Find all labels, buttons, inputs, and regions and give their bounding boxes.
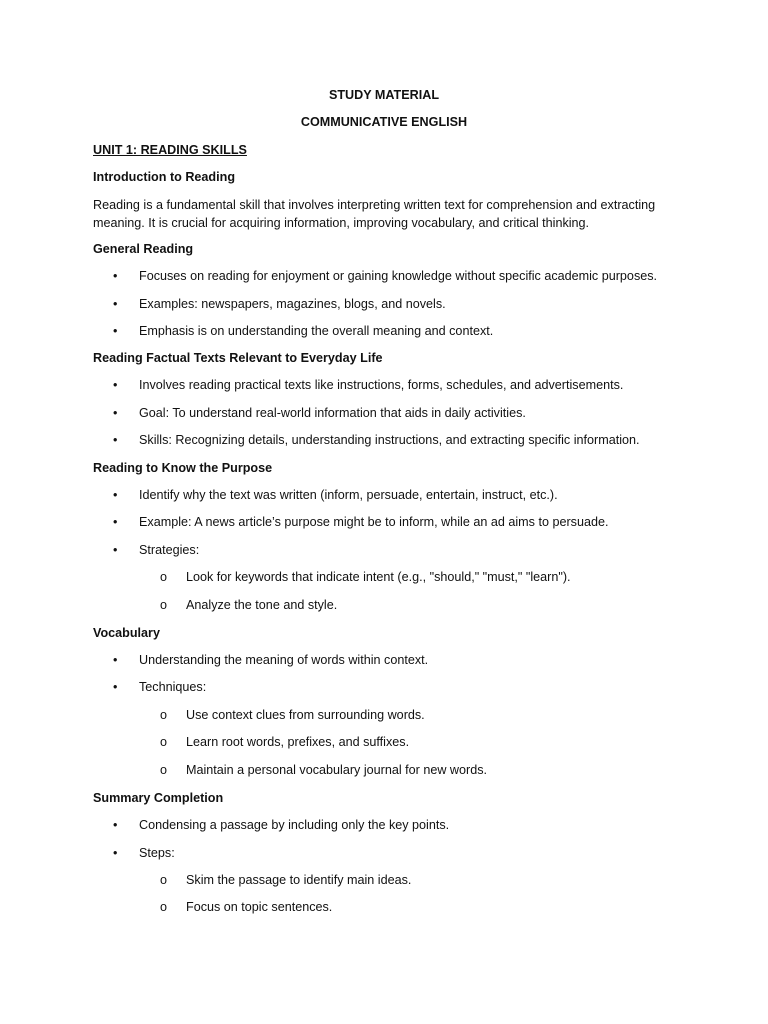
sub-list-item-text: Learn root words, prefixes, and suffixes. bbox=[186, 735, 410, 749]
list-item-text: Focuses on reading for enjoyment or gaining knowledge without specific academic purposes. bbox=[139, 269, 658, 283]
sub-bullet-icon: o bbox=[160, 763, 168, 777]
document-title: STUDY MATERIAL bbox=[328, 88, 440, 102]
list-item bbox=[113, 680, 206, 694]
section-heading-purpose: Reading to Know the Purpose bbox=[93, 461, 273, 475]
list-item-text: Goal: To understand real-world information that aids in daily activities. bbox=[139, 406, 526, 420]
section-heading-vocabulary: Vocabulary bbox=[93, 626, 160, 640]
intro-heading: Introduction to Reading bbox=[93, 170, 236, 184]
list-item bbox=[113, 818, 449, 832]
list-item-text: Emphasis is on understanding the overall meaning and context. bbox=[139, 324, 494, 338]
bullet-icon: • bbox=[113, 378, 118, 392]
list-item-text: Techniques: bbox=[139, 680, 207, 694]
sub-list-item-text: Look for keywords that indicate intent (e.g., "should," "must," "learn"). bbox=[186, 570, 571, 584]
bullet-icon: • bbox=[113, 433, 118, 447]
list-item-text: Steps: bbox=[139, 846, 175, 860]
sub-list-item bbox=[160, 900, 332, 914]
section-heading-summary: Summary Completion bbox=[93, 791, 224, 805]
list-item-text: Involves reading practical texts like instructions, forms, schedules, and advertisements. bbox=[139, 378, 624, 392]
bullet-icon: • bbox=[113, 818, 118, 832]
bullet-icon: • bbox=[113, 406, 118, 420]
list-item bbox=[113, 297, 446, 311]
sub-list-item-text: Analyze the tone and style. bbox=[186, 598, 338, 612]
sub-list-item bbox=[160, 763, 487, 777]
sub-bullet-icon: o bbox=[160, 598, 168, 612]
list-item-text: Example: A news article’s purpose might be to inform, while an ad aims to persuade. bbox=[139, 515, 609, 529]
list-item bbox=[113, 378, 623, 392]
sub-list-item-text: Maintain a personal vocabulary journal for new words. bbox=[186, 763, 488, 777]
list-item bbox=[113, 406, 526, 420]
sub-list-item bbox=[160, 873, 411, 887]
sub-list-item bbox=[160, 735, 409, 749]
bullet-icon: • bbox=[113, 324, 118, 338]
sub-list-item bbox=[160, 598, 337, 612]
sub-list-item-text: Focus on topic sentences. bbox=[186, 900, 333, 914]
section-heading-factual-texts: Reading Factual Texts Relevant to Everyday Life bbox=[93, 351, 383, 365]
bullet-icon: • bbox=[113, 543, 118, 557]
sub-bullet-icon: o bbox=[160, 735, 168, 749]
list-item-text: Skills: Recognizing details, understanding instructions, and extracting specific information. bbox=[139, 433, 640, 447]
bullet-icon: • bbox=[113, 269, 118, 283]
bullet-icon: • bbox=[113, 515, 118, 529]
bullet-icon: • bbox=[113, 653, 118, 667]
list-item bbox=[113, 653, 428, 667]
list-item bbox=[113, 324, 493, 338]
bullet-icon: • bbox=[113, 846, 118, 860]
document-subtitle: COMMUNICATIVE ENGLISH bbox=[300, 115, 468, 129]
sub-bullet-icon: o bbox=[160, 873, 168, 887]
bullet-icon: • bbox=[113, 488, 118, 502]
sub-list-item-text: Use context clues from surrounding words. bbox=[186, 708, 425, 722]
sub-bullet-icon: o bbox=[160, 570, 168, 584]
list-item bbox=[113, 846, 175, 860]
unit-heading: UNIT 1: READING SKILLS bbox=[93, 143, 247, 157]
bullet-icon: • bbox=[113, 680, 118, 694]
sub-bullet-icon: o bbox=[160, 708, 168, 722]
sub-bullet-icon: o bbox=[160, 900, 168, 914]
sub-list-item bbox=[160, 570, 571, 584]
sub-list-item-text: Skim the passage to identify main ideas. bbox=[186, 873, 412, 887]
list-item-text: Examples: newspapers, magazines, blogs, and novels. bbox=[139, 297, 446, 311]
list-item-text: Strategies: bbox=[139, 543, 200, 557]
list-item-text: Condensing a passage by including only the key points. bbox=[139, 818, 450, 832]
section-heading-general-reading: General Reading bbox=[93, 242, 194, 256]
list-item bbox=[113, 515, 608, 529]
intro-paragraph: Reading is a fundamental skill that involves interpreting written text for comprehension and extracting meaning. It is crucial for acquiring information, improving vocabulary, and critical thinking. bbox=[93, 198, 656, 230]
list-item bbox=[113, 488, 558, 502]
bullet-icon: • bbox=[113, 297, 118, 311]
sub-list-item bbox=[160, 708, 425, 722]
list-item bbox=[113, 543, 199, 557]
list-item bbox=[113, 269, 657, 283]
list-item bbox=[113, 433, 640, 447]
list-item-text: Understanding the meaning of words within context. bbox=[139, 653, 429, 667]
list-item-text: Identify why the text was written (inform, persuade, entertain, instruct, etc.). bbox=[139, 488, 558, 502]
